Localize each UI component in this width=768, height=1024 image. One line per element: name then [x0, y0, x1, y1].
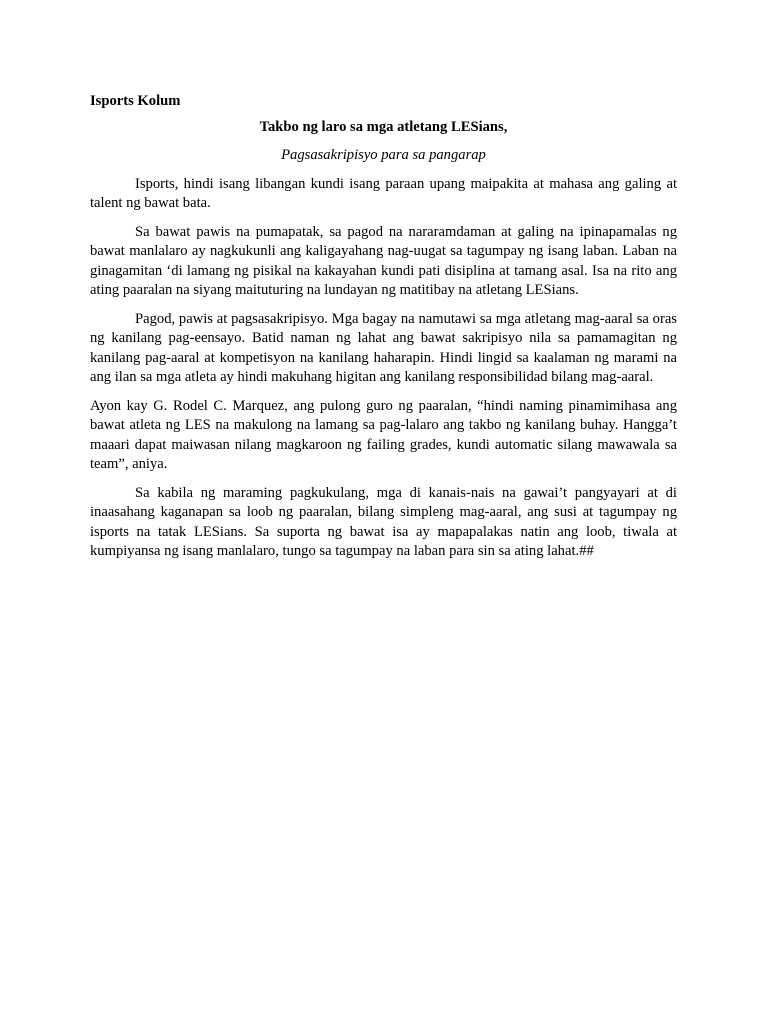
article-headline: Takbo ng laro sa mga atletang LESians, — [259, 118, 508, 135]
paragraph-2: Sa bawat pawis na pumapatak, sa pagod na nararamdaman at galing na ipinapamalas ng bawat manlalaro ay nagkukunli ang kaligayahang nag-uugat sa tagumpay ng isang laban. Laban na ginagamitan ‘di lamang ng pisikal na kakayahan kundi pati disiplina at tamang asal. Isa na rito ang ating paaralan na siyang maituturing na lundayan ng matitibay na atletang LESians. — [90, 223, 677, 298]
paragraph-3: Pagod, pawis at pagsasakripisyo. Mga bagay na namutawi sa mga atletang mag-aaral sa oras ng kanilang pag-eensayo. Batid naman ng lahat ang bawat sakripisyo nila sa pamamagitan ng kanilang pag-aaral at kompetisyon na kanilang haharapin. Hindi lingid sa kaalaman ng marami na ang ilan sa mga atleta ay hindi makuhang higitan ang kanilang responsibilidad bilang mag-aaral. — [90, 310, 677, 385]
paragraph-1: Isports, hindi isang libangan kundi isang paraan upang maipakita at mahasa ang galing at talent ng bawat bata. — [90, 175, 677, 211]
article-subheadline: Pagsasakripisyo para sa pangarap — [281, 147, 486, 163]
paragraph-5: Sa kabila ng maraming pagkukulang, mga di kanais-nais na gawai’t pangyayari at di inaasahang kaganapan sa loob ng paaralan, bilang simpleng mag-aaral, ang susi at tagumpay ng isports na tatak LESians. Sa suporta ng bawat isa ay mapapalakas natin ang loob, tiwala at kumpiyansa ng isang manlalaro, tungo sa tagumpay na laban para sin sa ating lahat.## — [90, 484, 677, 559]
section-label: Isports Kolum — [90, 93, 181, 109]
paragraph-4: Ayon kay G. Rodel C. Marquez, ang pulong guro ng paaralan, “hindi naming pinamimihasa ang bawat atleta ng LES na makulong na lamang sa pag-lalaro ang takbo ng kanilang buhay. Hangga’t maaari dapat maiwasan nilang magkaroon ng failing grades, kundi automatic silang mawawala sa team”, aniya. — [90, 397, 677, 472]
document-page — [90, 92, 677, 571]
